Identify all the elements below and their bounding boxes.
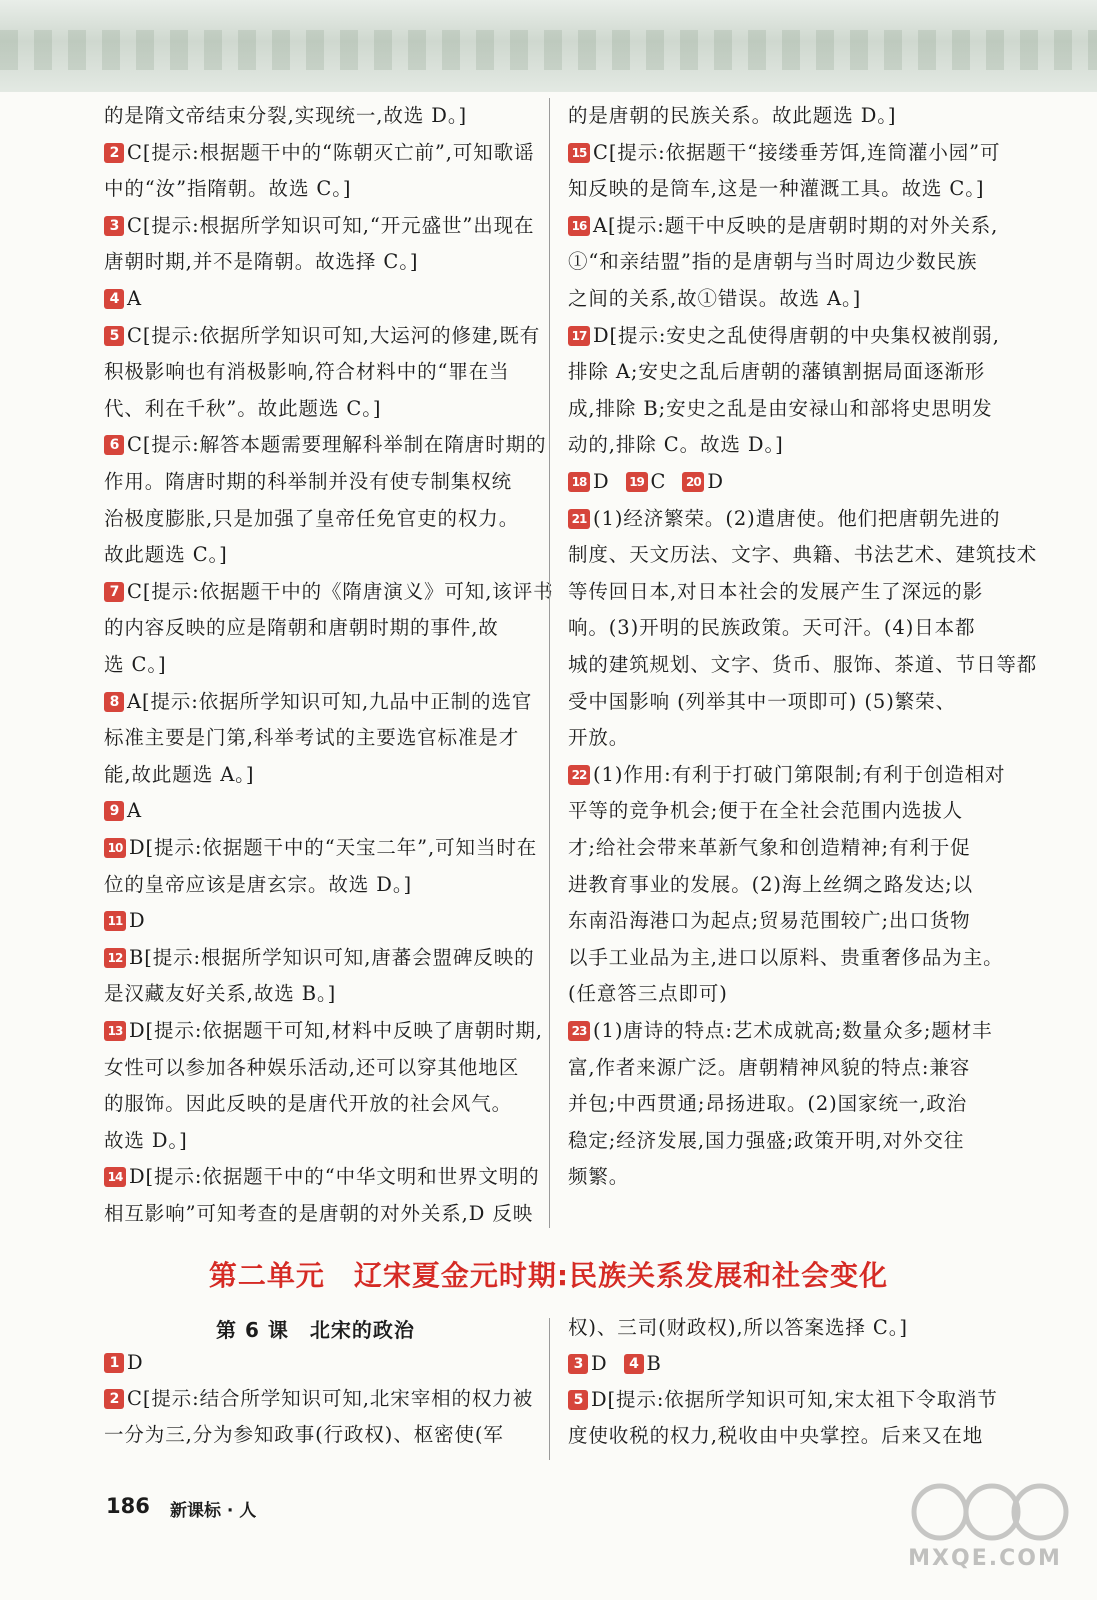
answer-line — [104, 867, 412, 903]
question-number-badge: 15 — [568, 143, 590, 163]
answer-text: 知反映的是筒车,这是一种灌溉工具。故选 C。] — [568, 177, 985, 201]
answer-text: D — [593, 470, 610, 493]
answer-text: C[提示:依据题干中的《隋唐演义》可知,该评书 — [127, 579, 554, 603]
answer-line — [104, 427, 546, 463]
question-number-badge: 21 — [568, 509, 590, 529]
lesson-title: 第 6 课 北宋的政治 — [216, 1318, 415, 1342]
answer-line — [104, 940, 535, 976]
answer-line — [568, 574, 983, 610]
answer-text: 受中国影响 (列举其中一项即可) (5)繁荣、 — [568, 689, 956, 713]
answer-line — [568, 281, 861, 317]
answer-text: 中的“汝”指隋朝。故选 C。] — [104, 177, 352, 201]
answer-line — [568, 757, 1005, 793]
answer-line — [104, 647, 166, 683]
answer-line — [568, 501, 1000, 537]
answer-line — [104, 757, 254, 793]
answer-line — [568, 940, 1004, 976]
answer-line — [568, 1382, 998, 1418]
answer-line — [568, 1418, 983, 1454]
answer-line — [104, 281, 142, 317]
column-divider — [549, 98, 550, 1228]
answer-line — [568, 1310, 908, 1346]
answer-text: ①“和亲结盟”指的是唐朝与当时周边少数民族 — [568, 250, 978, 274]
question-number-badge: 12 — [104, 948, 126, 968]
answer-text: 的服饰。因此反映的是唐代开放的社会风气。 — [104, 1092, 513, 1116]
watermark-logo — [900, 1480, 1070, 1590]
answer-text: 并包;中西贯通;昂扬进取。(2)国家统一,政治 — [568, 1092, 968, 1116]
lesson-column-right — [568, 1310, 1006, 1460]
answer-text: A — [127, 799, 142, 823]
question-number-badge: 7 — [104, 582, 124, 602]
answer-text: 代、利在千秋”。故此题选 C。] — [104, 396, 382, 420]
answer-text: 女性可以参加各种娱乐活动,还可以穿其他地区 — [104, 1055, 520, 1079]
answer-line — [104, 1123, 188, 1159]
question-number-badge: 19 — [626, 472, 648, 492]
answer-line — [568, 720, 629, 756]
answer-text: D — [591, 1352, 608, 1375]
answer-text: 开放。 — [568, 726, 630, 750]
answer-line — [104, 501, 519, 537]
answer-line — [568, 647, 1037, 683]
answer-line — [104, 976, 336, 1012]
answer-line — [568, 903, 971, 939]
answer-text: 排除 A;安史之乱后唐朝的藩镇割据局面逐渐形 — [568, 360, 986, 384]
answer-line — [104, 1086, 512, 1122]
answer-line — [568, 1159, 629, 1195]
answer-text: D — [707, 470, 724, 493]
answer-line — [568, 427, 784, 463]
answer-text: D[提示:依据所学知识可知,宋太祖下令取消节 — [591, 1388, 998, 1411]
answer-line — [568, 244, 977, 280]
answer-text: C[提示:依据所学知识可知,大运河的修建,既有 — [127, 323, 541, 347]
answer-text: (1)作用:有利于打破门第限制;有利于创造相对 — [593, 762, 1006, 786]
question-number-badge: 23 — [568, 1021, 590, 1041]
answer-text: 的内容反映的应是隋朝和唐朝时期的事件,故 — [104, 616, 499, 640]
answer-text: 位的皇帝应该是唐玄宗。故选 D。] — [104, 872, 412, 896]
header-band — [0, 0, 1097, 92]
answer-line — [104, 537, 228, 573]
answer-text: (1)唐诗的特点:艺术成就高;数量众多;题材丰 — [593, 1019, 993, 1042]
question-number-badge: 10 — [104, 838, 126, 858]
question-number-badge: 18 — [568, 472, 590, 492]
unit-title: 第二单元 辽宋夏金元时期:民族关系发展和社会变化 — [208, 1259, 889, 1292]
question-number-badge: 3 — [568, 1354, 588, 1374]
answer-line — [568, 171, 984, 207]
answer-text: 的是唐朝的民族关系。故此题选 D。] — [568, 104, 897, 127]
answer-line — [568, 976, 728, 1012]
question-number-badge: 2 — [104, 1389, 124, 1409]
answer-line — [104, 318, 540, 354]
answer-item — [626, 464, 667, 500]
answer-line — [568, 391, 993, 427]
question-number-badge: 22 — [568, 765, 590, 785]
question-number-badge: 4 — [104, 289, 124, 309]
answer-text: A — [127, 287, 142, 310]
answer-text: D[提示:依据题干中的“中华文明和世界文明的 — [129, 1165, 540, 1189]
answer-line — [568, 684, 956, 720]
answer-line — [104, 1196, 533, 1232]
answer-line — [104, 464, 512, 500]
answer-line — [104, 574, 554, 610]
answer-text: 权)、三司(财政权),所以答案选择 C。] — [568, 1316, 908, 1339]
question-number-badge: 5 — [568, 1390, 588, 1410]
answer-column-left — [104, 98, 554, 1238]
answer-line — [104, 1050, 519, 1086]
answer-line — [568, 610, 975, 646]
answer-line — [568, 1050, 970, 1086]
answer-line — [104, 1013, 543, 1049]
answer-text: C[提示:根据所学知识可知,“开元盛世”出现在 — [127, 213, 535, 237]
answer-text: (1)经济繁荣。(2)遣唐使。他们把唐朝先进的 — [593, 506, 1001, 530]
answer-line — [568, 1013, 993, 1049]
answer-line — [568, 208, 998, 244]
answer-text: 富,作者来源广泛。唐朝精神风貌的特点:兼容 — [568, 1055, 971, 1079]
lesson-column-left — [104, 1345, 536, 1465]
answer-text: 治极度膨胀,只是加强了皇帝任免官吏的权力。 — [104, 506, 520, 530]
answer-text: 一分为三,分为参知政事(行政权)、枢密使(军 — [104, 1423, 504, 1446]
answer-text: D — [127, 1351, 144, 1374]
question-number-badge: 8 — [104, 692, 124, 712]
answer-text: B[提示:根据所学知识可知,唐蕃会盟碑反映的 — [129, 945, 535, 969]
answer-text: B — [646, 1352, 662, 1375]
answer-line — [568, 98, 896, 134]
answer-text: 动的,排除 C。故选 D。] — [568, 433, 784, 457]
answer-text: 平等的竞争机会;便于在全社会范围内选拔人 — [568, 799, 964, 823]
answer-line — [568, 830, 971, 866]
question-number-badge: 17 — [568, 326, 590, 346]
question-number-badge: 1 — [104, 1353, 124, 1373]
answer-text: 城的建筑规划、文字、货币、服饰、茶道、节日等都 — [568, 653, 1038, 676]
question-number-badge: 6 — [104, 435, 124, 455]
answer-line — [104, 244, 418, 280]
answer-line — [104, 171, 351, 207]
answer-line — [104, 684, 532, 720]
answer-text: 制度、天文历法、文字、典籍、书法艺术、建筑技术 — [568, 543, 1038, 567]
answer-line — [104, 903, 146, 939]
question-number-badge: 2 — [104, 143, 124, 163]
answer-line — [568, 1123, 964, 1159]
lesson-column-divider — [549, 1318, 550, 1460]
answer-line — [568, 1086, 967, 1122]
answer-line — [568, 1346, 678, 1382]
answer-line — [104, 135, 534, 171]
answer-text: C[提示:结合所学知识可知,北宋宰相的权力被 — [127, 1387, 534, 1410]
answer-line — [104, 98, 467, 134]
answer-text: 唐朝时期,并不是隋朝。故选择 C。] — [104, 250, 419, 274]
answer-text: 响。(3)开明的民族政策。天可汗。(4)日本都 — [568, 616, 976, 640]
answer-text: D — [129, 909, 146, 933]
answer-line — [104, 720, 519, 756]
question-number-badge: 5 — [104, 326, 124, 346]
answer-text: 进教育事业的发展。(2)海上丝绸之路发达;以 — [568, 872, 973, 896]
answer-text: 积极影响也有消极影响,符合材料中的“罪在当 — [104, 360, 510, 384]
answer-text: D[提示:依据题干中的“天宝二年”,可知当时在 — [129, 836, 538, 859]
answer-line — [568, 135, 1000, 171]
question-number-badge: 9 — [104, 801, 124, 821]
question-number-badge: 20 — [682, 472, 704, 492]
answer-text: 作用。隋唐时期的科举制并没有使专制集权统 — [104, 470, 513, 493]
answer-text: 故此题选 C。] — [104, 543, 228, 567]
answer-line — [104, 793, 142, 829]
answer-text: 之间的关系,故①错误。故选 A。] — [568, 287, 862, 310]
answer-line — [104, 391, 381, 427]
answer-text: 标准主要是门第,科举考试的主要选官标准是才 — [104, 726, 520, 750]
answer-text: 选 C。] — [104, 653, 167, 676]
question-number-badge: 4 — [624, 1354, 644, 1374]
answer-text: A[提示:题干中反映的是唐朝时期的对外关系, — [593, 213, 999, 237]
answer-text: C[提示:依据题干“接缕垂芳饵,连筒灌小园”可 — [593, 140, 1001, 164]
answer-text: 故选 D。] — [104, 1128, 188, 1152]
answer-line — [104, 1417, 504, 1453]
question-number-badge: 3 — [104, 216, 124, 236]
answer-line — [104, 830, 537, 866]
watermark-icon — [900, 1480, 1070, 1550]
answer-text: A[提示:依据所学知识可知,九品中正制的选官 — [127, 689, 533, 713]
question-number-badge: 13 — [104, 1021, 126, 1041]
answer-text: 是汉藏友好关系,故选 B。] — [104, 982, 337, 1006]
answer-text: 东南沿海港口为起点;贸易范围较广;出口货物 — [568, 909, 971, 933]
answer-line — [568, 354, 985, 390]
answer-item — [682, 464, 724, 500]
answer-text: 的是隋文帝结束分裂,实现统一,故选 D。] — [104, 104, 467, 127]
answer-line — [568, 793, 963, 829]
answer-item — [624, 1346, 662, 1382]
answer-item — [568, 464, 610, 500]
answer-text: C[提示:解答本题需要理解科举制在隋唐时期的 — [127, 433, 547, 457]
question-number-badge: 14 — [104, 1167, 126, 1187]
watermark-text: MXQE.COM — [908, 1546, 1062, 1571]
answer-line — [104, 610, 499, 646]
answer-text: 才;给社会带来革新气象和创造精神;有利于促 — [568, 836, 971, 859]
answer-line — [568, 537, 1037, 573]
answer-text: 相互影响”可知考查的是唐朝的对外关系,D 反映 — [104, 1202, 534, 1225]
answer-text: 稳定;经济发展,国力强盛;政策开明,对外交往 — [568, 1128, 965, 1152]
series-label: 新课标 · 人 — [170, 1501, 257, 1521]
answer-line — [568, 867, 973, 903]
page-number: 186 — [106, 1494, 150, 1518]
question-number-badge: 11 — [104, 911, 126, 931]
answer-text: C[提示:根据题干中的“陈朝灭亡前”,可知歌谣 — [127, 140, 535, 164]
answer-line — [104, 354, 510, 390]
answer-line — [568, 464, 740, 500]
answer-text: 度使收税的权力,税收由中央掌控。后来又在地 — [568, 1424, 984, 1447]
answer-line — [568, 318, 1000, 354]
answer-text: 频繁。 — [568, 1165, 630, 1189]
answer-text: 等传回日本,对日本社会的发展产生了深远的影 — [568, 579, 984, 603]
answer-text: C — [650, 470, 667, 493]
answer-column-right — [568, 98, 1038, 1198]
answer-line — [104, 1159, 540, 1195]
answer-text: D[提示:依据题干可知,材料中反映了唐朝时期, — [129, 1019, 543, 1042]
answer-text: 成,排除 B;安史之乱是由安禄山和部将史思明发 — [568, 396, 993, 420]
answer-text: 以手工业品为主,进口以原料、贵重奢侈品为主。 — [568, 945, 1004, 969]
question-number-badge: 16 — [568, 216, 590, 236]
answer-text: (任意答三点即可) — [568, 982, 728, 1006]
answer-text: 能,故此题选 A。] — [104, 762, 255, 786]
answer-text: D[提示:安史之乱使得唐朝的中央集权被削弱, — [593, 323, 1000, 347]
answer-line — [104, 208, 534, 244]
answer-item — [568, 1346, 608, 1382]
answer-line — [104, 1381, 533, 1417]
answer-line — [104, 1345, 144, 1381]
